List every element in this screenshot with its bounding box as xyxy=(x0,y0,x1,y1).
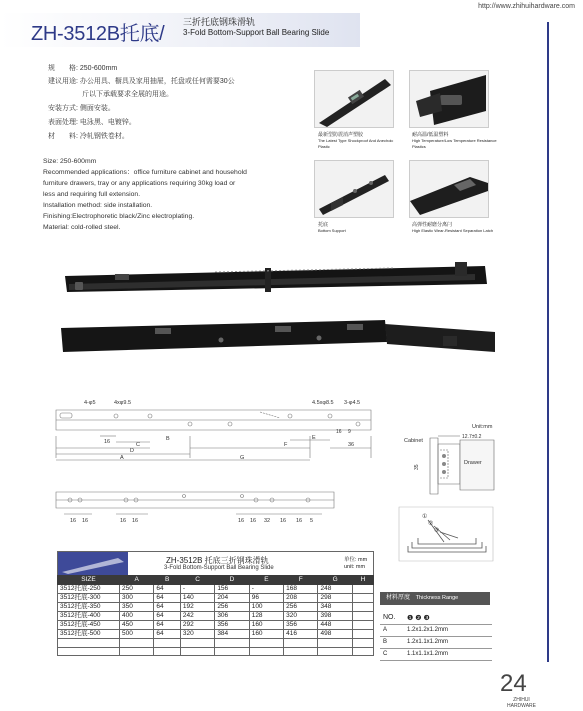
bdim-5: 5 xyxy=(310,518,314,524)
dim-F: F xyxy=(284,442,288,448)
cell xyxy=(120,647,154,656)
dim-A: A xyxy=(120,455,124,461)
height-dim: 35 xyxy=(414,464,420,470)
spec-cn-material: 材 料: 冷轧钢铁卷材。 xyxy=(48,133,129,140)
bdim-16-7: 16 xyxy=(280,518,287,524)
photo-caption-2-en: High Temperature/Low Temperature Resistance Plastics xyxy=(412,138,497,149)
extended-slide-image xyxy=(65,262,487,292)
cell: 400 xyxy=(120,612,154,621)
thickness-code: A xyxy=(380,624,404,636)
col-f: F xyxy=(284,576,318,585)
spec-en-material: Material: cold-rolled steel. xyxy=(43,224,121,231)
col-c: C xyxy=(180,576,214,585)
spec-en-use2: furniture drawers, tray or any applications requiring 30kg load or xyxy=(43,180,236,187)
cell: 448 xyxy=(318,621,352,630)
cell xyxy=(352,594,373,603)
cell: - xyxy=(249,585,283,594)
col-a: A xyxy=(120,576,154,585)
cell xyxy=(58,647,120,656)
bdim-16-8: 16 xyxy=(296,518,303,524)
page-number: 24 xyxy=(500,670,527,697)
photo-caption-1-en: The Latest Type Shockproof And Anechoic Plastic xyxy=(318,138,394,149)
cell xyxy=(215,639,249,648)
cell: 64 xyxy=(154,594,181,603)
cell: 168 xyxy=(284,585,318,594)
spec-en-use3: less and requiring full extension. xyxy=(43,191,141,198)
thickness-header xyxy=(380,592,490,605)
cell: 398 xyxy=(318,612,352,621)
cabinet-label: Cabinet xyxy=(404,438,423,444)
latch-image xyxy=(410,161,488,217)
thickness-title-cn: 材料厚度 xyxy=(386,595,411,601)
dim-G: G xyxy=(240,455,245,461)
cell: 64 xyxy=(154,630,181,639)
cell: 208 xyxy=(284,594,318,603)
cell: 450 xyxy=(120,621,154,630)
bdim-16-6: 16 xyxy=(250,518,257,524)
cell: 160 xyxy=(249,621,283,630)
cell xyxy=(352,621,373,630)
thickness-row xyxy=(380,624,492,636)
cell xyxy=(154,647,181,656)
thickness-code: B xyxy=(380,636,404,648)
cell: 96 xyxy=(249,594,283,603)
photo-latch xyxy=(409,160,489,218)
thickness-head-row xyxy=(380,612,492,624)
spec-cn-install: 安装方式: 侧面安装。 xyxy=(48,105,115,112)
thickness-title-en: Thickness Range xyxy=(415,595,459,601)
photo-caption-3-en: Bottom Support xyxy=(318,228,346,233)
table-title-en: 3-Fold Bottom-Support Ball Bearing Slide xyxy=(164,565,274,571)
cell: 204 xyxy=(215,594,249,603)
bottom-support-image xyxy=(315,161,393,217)
spec-cn-use-cont: 斤以下承载要求全展的用途。 xyxy=(82,91,173,98)
cell: 3512托底-500 xyxy=(58,630,120,639)
profile-drawing xyxy=(398,506,494,562)
cell: 100 xyxy=(249,603,283,612)
website-url: http://www.zhihuihardware.com xyxy=(478,3,575,10)
drawer-label: Drawer xyxy=(464,460,482,466)
cell: 306 xyxy=(215,612,249,621)
cell xyxy=(352,647,373,656)
cell xyxy=(215,647,249,656)
table-row xyxy=(58,630,374,639)
cell: 242 xyxy=(180,612,214,621)
table-row xyxy=(58,594,374,603)
cell: 320 xyxy=(284,612,318,621)
table-row xyxy=(58,585,374,594)
title-en: 3-Fold Bottom-Support Ball Bearing Slide xyxy=(183,28,330,37)
cell: 256 xyxy=(284,603,318,612)
callout-3: ③ xyxy=(434,528,440,534)
table-header-box xyxy=(57,551,374,575)
cell: 64 xyxy=(154,621,181,630)
cell: 250 xyxy=(120,585,154,594)
spec-en-install: Installation method: side installation. xyxy=(43,202,153,209)
product-photo xyxy=(55,262,525,372)
cell: 192 xyxy=(180,603,214,612)
dim-4.5x-phi8.5: 4.5xφ8.5 xyxy=(312,400,334,406)
cell xyxy=(180,647,214,656)
bottom-drawing xyxy=(52,488,342,530)
table-unit-cn: 单位: mm xyxy=(344,557,368,563)
bdim-16-2: 16 xyxy=(82,518,89,524)
col-size: SIZE xyxy=(58,576,120,585)
gap-dim: 12.7±0.2 xyxy=(462,434,482,440)
photo-bottom-support xyxy=(314,160,394,218)
callout-1: ① xyxy=(422,514,428,520)
title-cn: 三折托底钢珠滑轨 xyxy=(183,17,256,27)
cell: 248 xyxy=(318,585,352,594)
cell: 300 xyxy=(120,594,154,603)
photo-caption-3 xyxy=(318,222,398,234)
circles-label: ❶ ❷ ❸ xyxy=(404,612,492,624)
cell xyxy=(318,639,352,648)
thickness-code: C xyxy=(380,648,404,660)
brand-mark xyxy=(507,697,536,709)
cell: 128 xyxy=(249,612,283,621)
photo-caption-4-cn: 高弹性耐磨分离闩 xyxy=(412,222,453,228)
cell: 498 xyxy=(318,630,352,639)
thickness-row xyxy=(380,636,492,648)
table-row xyxy=(58,621,374,630)
dim-C: C xyxy=(136,442,140,448)
thickness-value: 1.2x1.1x1.2mm xyxy=(404,636,492,648)
cell: 3512托底-300 xyxy=(58,594,120,603)
cell: 500 xyxy=(120,630,154,639)
cell xyxy=(249,639,283,648)
cell: 292 xyxy=(180,621,214,630)
photo-caption-2-cn: 耐高温/低温塑料 xyxy=(412,132,449,138)
spec-table xyxy=(57,575,374,656)
cell: 384 xyxy=(215,630,249,639)
col-g: G xyxy=(318,576,352,585)
slide-closeup-image xyxy=(315,71,393,127)
table-row xyxy=(58,639,374,648)
photo-caption-2 xyxy=(412,132,498,150)
cell: 356 xyxy=(215,621,249,630)
cell: 140 xyxy=(180,594,214,603)
dim-D: D xyxy=(130,448,134,454)
cell: 3512托底-450 xyxy=(58,621,120,630)
photo-caption-4-en: High Elastic Wear-Resistant Separation Latch xyxy=(412,228,494,233)
cell xyxy=(284,647,318,656)
cell: 348 xyxy=(318,603,352,612)
photo-caption-1-cn: 最新型防震消声塑胶 xyxy=(318,132,364,138)
cell: - xyxy=(180,585,214,594)
cell xyxy=(154,639,181,648)
bdim-16-3: 16 xyxy=(120,518,127,524)
cell xyxy=(352,585,373,594)
no-label: NO. xyxy=(380,612,404,624)
thickness-table xyxy=(380,612,492,661)
cell: 64 xyxy=(154,612,181,621)
unit-label: Unit:mm xyxy=(472,424,493,430)
brand-line-1: ZHIHUI xyxy=(513,697,530,703)
spec-cn-use: 建议用途: 办公用具、橱具及家用抽屉，托盘或任何需要30公 xyxy=(48,78,235,85)
spec-en-use1: Recommended applications：office furniture cabinet and household xyxy=(43,169,247,176)
bdim-16-1: 16 xyxy=(70,518,77,524)
photo-plastic xyxy=(314,70,394,128)
callout-2: ② xyxy=(428,521,434,527)
model-title: ZH-3512B托底/ xyxy=(31,23,165,45)
dim-36: 36 xyxy=(348,442,355,448)
table-row xyxy=(58,603,374,612)
photo-caption-3-cn: 托底 xyxy=(318,222,329,228)
dimension-drawing xyxy=(40,396,390,468)
cell: 320 xyxy=(180,630,214,639)
cell: 64 xyxy=(154,585,181,594)
cell xyxy=(284,639,318,648)
dim-16-b: 16 xyxy=(336,429,342,435)
dim-16: 16 xyxy=(104,439,111,445)
photo-temp-plastic xyxy=(409,70,489,128)
thickness-value: 1.2x1.2x1.2mm xyxy=(404,624,492,636)
cell xyxy=(352,603,373,612)
table-unit-en: unit: mm xyxy=(344,564,366,570)
cell xyxy=(352,639,373,648)
col-h: H xyxy=(352,576,373,585)
dim-B: B xyxy=(166,436,170,442)
cell: 156 xyxy=(215,585,249,594)
brand-line-2: HARDWARE xyxy=(507,703,536,709)
cell: 256 xyxy=(215,603,249,612)
section-drawing xyxy=(404,430,499,498)
photo-caption-4 xyxy=(412,222,498,234)
slide-thumbnail-icon xyxy=(58,552,128,576)
thickness-row xyxy=(380,648,492,660)
side-rule xyxy=(547,22,549,662)
cell xyxy=(352,630,373,639)
spec-cn-finish: 表面处理: 电泳黑、电镀锌。 xyxy=(48,119,136,126)
cell xyxy=(58,639,120,648)
bdim-16-5: 16 xyxy=(238,518,245,524)
closed-slide-image xyxy=(61,320,495,352)
cell: 298 xyxy=(318,594,352,603)
thickness-value: 1.1x1.1x1.2mm xyxy=(404,648,492,660)
cell: 3512托底-350 xyxy=(58,603,120,612)
cell xyxy=(180,639,214,648)
cell xyxy=(352,612,373,621)
table-row xyxy=(58,612,374,621)
cell: 3512托底-250 xyxy=(58,585,120,594)
spec-en-size: Size: 250-600mm xyxy=(43,158,97,165)
dim-4x-phi9.5: 4xφ9.5 xyxy=(114,400,132,406)
cell: 416 xyxy=(284,630,318,639)
spec-table-header xyxy=(58,576,374,585)
table-row xyxy=(58,647,374,656)
cell: 356 xyxy=(284,621,318,630)
cell: 350 xyxy=(120,603,154,612)
cell xyxy=(318,647,352,656)
col-d: D xyxy=(215,576,249,585)
photo-caption-1 xyxy=(318,132,400,150)
cell xyxy=(120,639,154,648)
col-b: B xyxy=(154,576,181,585)
table-title-cn: ZH-3512B 托底三折钢珠滑轨 xyxy=(166,556,269,565)
bdim-16-4: 16 xyxy=(132,518,139,524)
dim-9: 9 xyxy=(348,429,351,435)
spec-en-finish: Finishing:Electrophoretic black/Zinc electroplating. xyxy=(43,213,195,220)
dim-4-phi5: 4-φ5 xyxy=(84,400,96,406)
dim-3-phi4.5: 3-φ4.5 xyxy=(344,400,361,406)
slide-end-image xyxy=(410,71,488,127)
cell: 160 xyxy=(249,630,283,639)
cell: 3512托底-400 xyxy=(58,612,120,621)
col-e: E xyxy=(249,576,283,585)
spec-cn-size: 规 格: 250-600mm xyxy=(48,65,118,72)
cell: 64 xyxy=(154,603,181,612)
cell xyxy=(249,647,283,656)
bdim-32: 32 xyxy=(264,518,271,524)
dim-E: E xyxy=(312,435,316,441)
